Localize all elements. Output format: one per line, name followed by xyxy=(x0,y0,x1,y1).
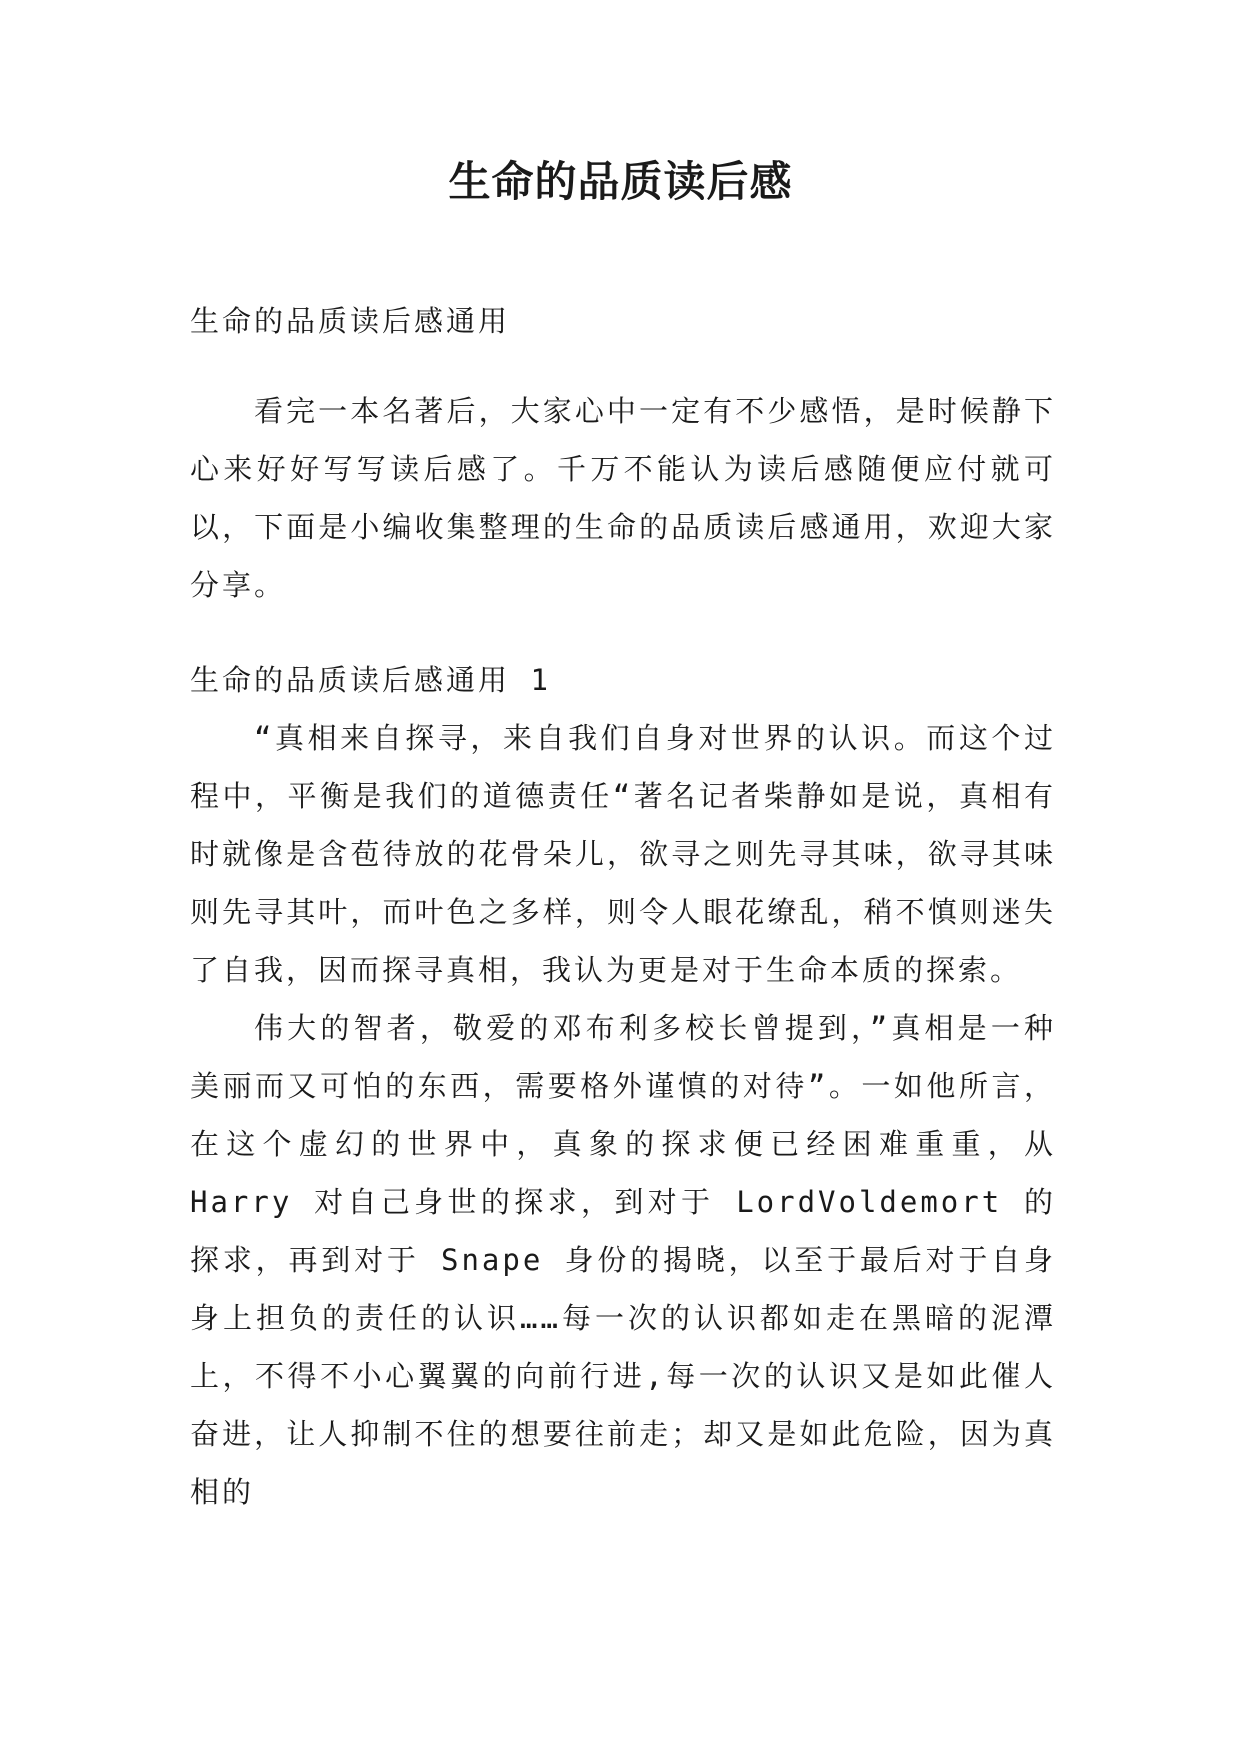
document-body xyxy=(190,292,1056,1521)
spacer xyxy=(190,614,1056,651)
intro-paragraph: 看完一本名著后，大家心中一定有不少感悟，是时候静下心来好好写写读后感了。千万不能认为读后感随便应付就可以，下面是小编收集整理的生命的品质读后感通用，欢迎大家分享。 xyxy=(190,394,1056,602)
body-paragraph: “真相来自探寻，来自我们自身对世界的认识。而这个过程中，平衡是我们的道德责任“著名记者柴静如是说，真相有时就像是含苞待放的花骨朵儿，欲寻之则先寻其味，欲寻其味则先寻其叶，而叶色之多样，则令人眼花缭乱，稍不慎则迷失了自我，因而探寻真相，我认为更是对于生命本质的探索。 xyxy=(190,721,1056,987)
document-title: 生命的品质读后感 xyxy=(448,157,793,206)
document-subtitle: 生命的品质读后感通用 xyxy=(190,304,511,338)
section-heading: 生命的品质读后感通用 1 xyxy=(190,663,551,697)
spacer xyxy=(190,350,1056,382)
body-paragraph: 伟大的智者，敬爱的邓布利多校长曾提到，”真相是一种美丽而又可怕的东西，需要格外谨慎的对待”。一如他所言，在这个虚幻的世界中，真象的探求便已经困难重重，从 Harry 对自己身世的探求，到对于 LordVoldemort 的探求，再到对于 Snape 身份的揭晓，以至于最后对于自身身上担负的责任的认识……每一次的认识都如走在黑暗的泥潭上，不得不小心翼翼的向前行进,每一次的认识又是如此催人奋进，让人抑制不住的想要往前走；却又是如此危险，因为真相的 xyxy=(190,1011,1056,1509)
